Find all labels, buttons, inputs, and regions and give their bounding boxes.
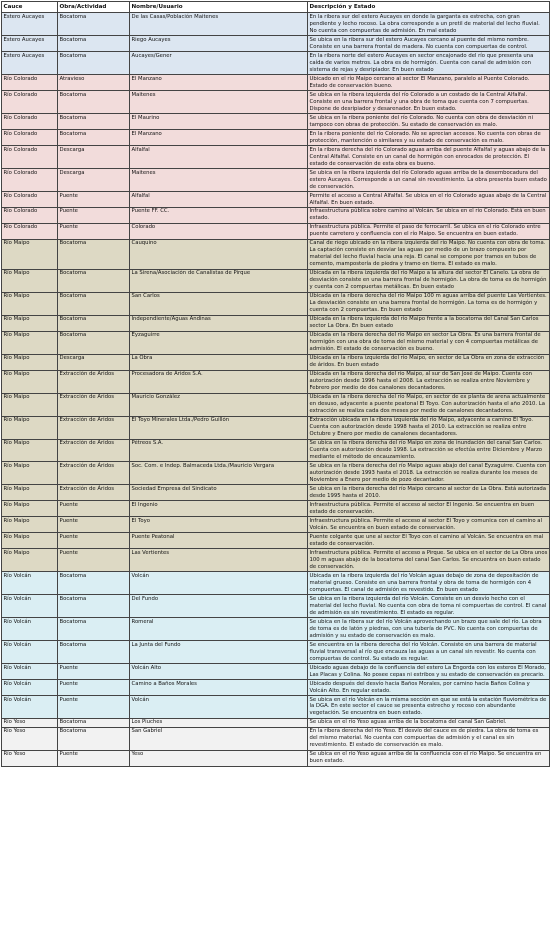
cell-obra: Puente: [58, 696, 130, 719]
cell-cauce: Río Maipo: [2, 269, 58, 292]
cell-obra: Puente: [58, 533, 130, 549]
cell-descripcion: Ubicado en el río Maipo cercano al sector El Manzano, paralelo al Puente Colorado. Estado de conservación bueno.: [308, 75, 550, 91]
cell-cauce: Río Maipo: [2, 239, 58, 269]
cell-descripcion: Se ubica en la ribera derecha del río Maipo en zona de inundación del canal San Carlos. Cuenta con autorización desde 1998. La extracción se efectúa entre Diciembre y Marzo mediante el método de encauzamiento.: [308, 439, 550, 462]
cell-cauce: Río Maipo: [2, 549, 58, 572]
cell-cauce: Río Volcán: [2, 572, 58, 595]
cell-cauce: Río Maipo: [2, 462, 58, 485]
table-row: [2, 439, 550, 462]
cell-nombre: La Obra: [130, 354, 308, 370]
cell-obra: Bocatoma: [58, 269, 130, 292]
table-row: [2, 146, 550, 169]
cell-nombre: Los Piuches: [130, 718, 308, 727]
cell-descripcion: Ubicada en la ribera izquierda del río Maipo a la altura del sector El Canelo. La obra de desviación consiste en una barrera frontal de hormigón. La obra de toma es de hormigón y cuenta con 2 compuertas metálicas. En buen estado: [308, 269, 550, 292]
cell-cauce: Río Maipo: [2, 501, 58, 517]
cell-descripcion: Se ubica en la ribera izquierda del río Colorado aguas arriba de la desembocadura del estero Aucayes. Corresponde a un canal sin revestimiento. La obra presenta buen estado de conservación.: [308, 169, 550, 192]
cell-descripcion: Se ubica en la ribera izquierda del río Volcán. Consiste en un desvío hecho con el material del lecho fluvial. No cuenta con obra de toma ni compuertas de control. El canal de admisión es sin revestimiento. El estado es regular.: [308, 595, 550, 618]
cell-cauce: Río Maipo: [2, 393, 58, 416]
table-row: [2, 485, 550, 501]
cell-descripcion: Ubicada en la ribera derecha del río Maipo en sector La Obra. Es una barrera frontal de hormigón con una obra de toma del mismo material y con 4 compuertas metálicas de admisión. El estado de conservación es bueno.: [308, 331, 550, 354]
cell-obra: Bocatoma: [58, 572, 130, 595]
cell-obra: Bocatoma: [58, 91, 130, 114]
cell-obra: Extracción de Áridos: [58, 393, 130, 416]
cell-cauce: Río Yeso: [2, 727, 58, 750]
table-row: [2, 572, 550, 595]
cell-nombre: Sociedad Empresa del Sindicato: [130, 485, 308, 501]
header-nombre: Nombre/Usuario: [130, 2, 308, 13]
table-row: [2, 618, 550, 641]
cell-obra: Bocatoma: [58, 727, 130, 750]
header-cauce: Cauce: [2, 2, 58, 13]
cell-descripcion: Infraestructura pública. Permite el acceso a Pirque. Se ubica en el sector de La Obra unos 100 m aguas abajo de la bocatoma del canal San Carlos. Se encuentra en buen estado de conservación.: [308, 549, 550, 572]
table-row: [2, 641, 550, 664]
cell-descripcion: Se encuentra en la ribera derecha del río Volcán. Consiste en una barrera de material fluvial transversal al río que encauza las aguas a un canal sin revestir. No cuenta con compuertas de control. Su estado es regular.: [308, 641, 550, 664]
cell-descripcion: Puente colgante que une al sector El Toyo con el camino al Volcán. Se encuentra en mal estado de conservación.: [308, 533, 550, 549]
cell-nombre: Las Vertientes: [130, 549, 308, 572]
cell-cauce: Río Yeso: [2, 718, 58, 727]
cell-obra: Extracción de Áridos: [58, 416, 130, 439]
table-row: [2, 239, 550, 269]
cell-nombre: San Carlos: [130, 292, 308, 315]
cell-obra: Puente: [58, 680, 130, 696]
table-row: [2, 696, 550, 719]
cell-descripcion: En la ribera norte del estero Aucayes en sector encajonado del río que presenta una caída de varios metros. La obra es de hormigón. Cuenta con canal de admisión con sistema de rejas y desripiador. En buen estado: [308, 52, 550, 75]
cell-descripcion: Se ubica en la ribera derecha del río Maipo cercano al sector de La Obra. Está autorizada desde 1995 hasta el 2010.: [308, 485, 550, 501]
cell-cauce: Río Maipo: [2, 292, 58, 315]
cell-cauce: Estero Aucayes: [2, 13, 58, 36]
header-obra: Obra/Actividad: [58, 2, 130, 13]
cell-cauce: Río Maipo: [2, 370, 58, 393]
cell-obra: Extracción de Áridos: [58, 462, 130, 485]
table-row: [2, 664, 550, 680]
cell-obra: Puente: [58, 207, 130, 223]
cell-obra: Descarga: [58, 146, 130, 169]
cell-nombre: Del Fundo: [130, 595, 308, 618]
cell-nombre: Aucayes/Gener: [130, 52, 308, 75]
cell-nombre: El Manzano: [130, 75, 308, 91]
table-row: [2, 36, 550, 52]
cell-nombre: Pétreos S.A.: [130, 439, 308, 462]
cell-descripcion: Ubicada en la ribera derecha del río Maipo 100 m aguas arriba del puente Las Vertientes. La desviación consiste en una barrera frontal de hormigón. La toma es de hormigón y cuenta con 2 compuertas. En buen estado: [308, 292, 550, 315]
cell-cauce: Río Maipo: [2, 439, 58, 462]
cell-obra: Puente: [58, 517, 130, 533]
cell-nombre: Cauquino: [130, 239, 308, 269]
cell-cauce: Río Maipo: [2, 517, 58, 533]
cell-cauce: Río Colorado: [2, 223, 58, 239]
cell-nombre: El Toyo: [130, 517, 308, 533]
table-row: [2, 269, 550, 292]
cell-cauce: Río Maipo: [2, 331, 58, 354]
cell-descripcion: En la ribera derecha del río Yeso. El desvío del cauce es de piedra. La obra de toma es del mismo material. No cuenta con compuertas de admisión y el canal es sin revestimiento. El estado de conservación es malo.: [308, 727, 550, 750]
cell-cauce: Río Colorado: [2, 114, 58, 130]
table-row: [2, 393, 550, 416]
cell-descripcion: Se ubica en el río Yeso aguas arriba de la bocatoma del canal San Gabriel.: [308, 718, 550, 727]
cell-descripcion: Permite el acceso a Central Alfalfal. Se ubica en el río Colorado aguas abajo de la Central Alfalfal. En buen estado.: [308, 192, 550, 208]
cell-obra: Descarga: [58, 354, 130, 370]
cell-nombre: Soc. Com. e Indep. Balmaceda Ltda./Mauricio Vergara: [130, 462, 308, 485]
cell-descripcion: Se ubica en el río Volcán en la misma sección en que se está la estación fluviométrica de la DGA. En este sector el cauce se presenta estrecho y rocoso con abundante vegetación. Se encuentra en buen estado.: [308, 696, 550, 719]
cell-nombre: Alfalfal: [130, 146, 308, 169]
cell-obra: Bocatoma: [58, 641, 130, 664]
table-row: [2, 501, 550, 517]
cell-obra: Bocatoma: [58, 52, 130, 75]
header-descripcion: Descripción y Estado: [308, 2, 550, 13]
cell-descripcion: Ubicada en la ribera izquierda del río Maipo, en sector de La Obra en zona de extracción de áridos. En buen estado: [308, 354, 550, 370]
obras-table: [1, 1, 550, 767]
cell-descripcion: Ubicada en la ribera derecha del río Maipo, al sur de San José de Maipo. Cuenta con autorización desde 1996 hasta el 2008. La extracción se realiza entre Noviembre y Febrero por medio de dos canalones decantadores.: [308, 370, 550, 393]
table-row: [2, 114, 550, 130]
table-row: [2, 680, 550, 696]
cell-descripcion: Ubicada en la ribera izquierda del río Volcán aguas debajo de zona de depositación de material grueso. Consiste en una barrera frontal y obra de toma de hormigón con 4 compuertas. El canal de admisión es revestido. En buen estado: [308, 572, 550, 595]
cell-obra: Bocatoma: [58, 239, 130, 269]
cell-obra: Bocatoma: [58, 130, 130, 146]
cell-nombre: Yeso: [130, 750, 308, 766]
cell-descripcion: Se ubica en la ribera poniente del río Colorado. No cuenta con obra de desviación ni tampoco con obras de protección. Su estado de conservación es malo.: [308, 114, 550, 130]
cell-cauce: Río Maipo: [2, 533, 58, 549]
cell-nombre: Maitenes: [130, 91, 308, 114]
cell-cauce: Río Maipo: [2, 354, 58, 370]
cell-cauce: Río Colorado: [2, 130, 58, 146]
cell-obra: Bocatoma: [58, 595, 130, 618]
cell-descripcion: Ubicado aguas debajo de la confluencia del estero La Engorda con los esteros El Morado, Las Placas y Colina. No posee cepas ni estribos y su estado de conservación es precario.: [308, 664, 550, 680]
cell-cauce: Río Colorado: [2, 169, 58, 192]
cell-cauce: Río Volcán: [2, 696, 58, 719]
cell-cauce: Río Colorado: [2, 207, 58, 223]
cell-obra: Extracción de Áridos: [58, 485, 130, 501]
cell-nombre: Procesadora de Áridos S.A.: [130, 370, 308, 393]
table-row: [2, 595, 550, 618]
cell-nombre: El Toyo Minerales Ltda./Pedro Guillón: [130, 416, 308, 439]
cell-cauce: Río Volcán: [2, 641, 58, 664]
table-row: [2, 354, 550, 370]
cell-obra: Extracción de Áridos: [58, 370, 130, 393]
cell-descripcion: Se ubica en la ribera sur del estero Aucayes cercano al puente del mismo nombre. Consiste en una barrera frontal de madera. No cuenta con compuertas de control.: [308, 36, 550, 52]
cell-descripcion: Infraestructura pública. Permite el acceso al sector El Ingenio. Se encuentra en buen estado de conservación.: [308, 501, 550, 517]
cell-nombre: Puente FF. CC.: [130, 207, 308, 223]
cell-obra: Bocatoma: [58, 331, 130, 354]
table-row: [2, 517, 550, 533]
cell-nombre: Puente Peatonal: [130, 533, 308, 549]
cell-nombre: Eyzaguirre: [130, 331, 308, 354]
cell-obra: Bocatoma: [58, 114, 130, 130]
cell-obra: Bocatoma: [58, 618, 130, 641]
cell-cauce: Río Colorado: [2, 75, 58, 91]
cell-descripcion: En la ribera poniente del río Colorado. No se aprecian accesos. No cuenta con obras de protección, mantención o similares y su estado de conservación es malo.: [308, 130, 550, 146]
cell-descripcion: Ubicada en la ribera derecha del río Maipo, en sector de ex planta de arena actualmente en desuso, adyacente a puente peatonal El Toyo. Con autorización hasta el año 2010. La extracción se realiza cada dos meses por medio de canalones decantadores.: [308, 393, 550, 416]
table-row: [2, 370, 550, 393]
cell-descripcion: Ubicada en la ribera izquierda del río Maipo frente a la bocatoma del Canal San Carlos sector La Obra. En buen estado: [308, 315, 550, 331]
table-row: [2, 331, 550, 354]
cell-obra: Atravieso: [58, 75, 130, 91]
cell-cauce: Río Colorado: [2, 192, 58, 208]
cell-nombre: Camino a Baños Morales: [130, 680, 308, 696]
cell-nombre: Alfalfal: [130, 192, 308, 208]
cell-descripcion: Se ubica en la ribera izquierda del río Colorado a un costado de la Central Alfalfal. Consiste en una barrera frontal y una obra de toma que cuenta con 7 compuertas. Dispone de desripiador y desarenador. En buen estado.: [308, 91, 550, 114]
cell-nombre: El Maurino: [130, 114, 308, 130]
cell-cauce: Río Maipo: [2, 485, 58, 501]
table-row: [2, 91, 550, 114]
cell-descripcion: Se ubica en la ribera sur del río Volcán aprovechando un brazo que sale del río. La obra de toma es de latón y piedras, con una tubería de PVC. No cuenta con compuertas de admisión y su estado de conservación es malo.: [308, 618, 550, 641]
cell-cauce: Río Maipo: [2, 315, 58, 331]
cell-descripcion: Se ubica en la ribera derecha del río Maipo aguas abajo del canal Eyzaguirre. Cuenta con autorización desde 1993 hasta el 2018. La extracción se realiza durante los meses de Noviembre a Enero por medio de pozo decantador.: [308, 462, 550, 485]
cell-obra: Bocatoma: [58, 13, 130, 36]
cell-obra: Extracción de Áridos: [58, 439, 130, 462]
table-row: [2, 13, 550, 36]
cell-obra: Bocatoma: [58, 718, 130, 727]
cell-nombre: Maitenes: [130, 169, 308, 192]
table-row: [2, 750, 550, 766]
cell-obra: Bocatoma: [58, 36, 130, 52]
cell-descripcion: Infraestructura pública sobre camino al Volcán. Se ubica en el río Colorado. Está en buen estado.: [308, 207, 550, 223]
cell-cauce: Estero Aucayes: [2, 52, 58, 75]
cell-descripcion: Extracción ubicada en la ribera izquierda del río Maipo, adyacente a camino El Toyo. Cuenta con autorización desde 1998 hasta el 2010. La extracción se realiza entre Octubre y Enero por medio de canalones decantadores.: [308, 416, 550, 439]
table-body: [2, 13, 550, 766]
cell-obra: Puente: [58, 664, 130, 680]
table-row: [2, 192, 550, 208]
cell-obra: Puente: [58, 192, 130, 208]
cell-descripcion: Infraestructura pública. Permite el paso de ferrocarril. Se ubica en el río Colorado entre puente carretero y confluencia con el río Maipo. Se encuentra en buen estado.: [308, 223, 550, 239]
cell-cauce: Río Volcán: [2, 595, 58, 618]
table-row: [2, 462, 550, 485]
cell-nombre: La Junta del Fundo: [130, 641, 308, 664]
cell-descripcion: Ubicado después del desvío hacia Baños Morales, por camino hacia Baños Colina y Volcán Alto. En regular estado.: [308, 680, 550, 696]
cell-obra: Bocatoma: [58, 315, 130, 331]
cell-nombre: Romeral: [130, 618, 308, 641]
cell-descripcion: En la ribera sur del estero Aucayes en donde la garganta es estrecha, con gran pendiente y lecho rocoso. La obra corresponde a un pretil de material del lecho fluvial. No cuenta con compuertas de admisión. En mal estado: [308, 13, 550, 36]
table-row: [2, 130, 550, 146]
table-row: [2, 416, 550, 439]
table-row: [2, 52, 550, 75]
cell-cauce: Río Colorado: [2, 146, 58, 169]
table-row: [2, 315, 550, 331]
cell-nombre: El Ingenio: [130, 501, 308, 517]
cell-nombre: Volcán: [130, 572, 308, 595]
cell-descripcion: Infraestructura pública. Permite el acceso al sector El Toyo y comunica con el camino al Volcán. Se encuentra en buen estado de conservación.: [308, 517, 550, 533]
cell-nombre: La Sirena/Asociación de Canalistas de Pirque: [130, 269, 308, 292]
cell-cauce: Río Volcán: [2, 680, 58, 696]
cell-nombre: De las Casas/Población Maitenes: [130, 13, 308, 36]
cell-cauce: Río Colorado: [2, 91, 58, 114]
cell-cauce: Río Maipo: [2, 416, 58, 439]
table-row: [2, 727, 550, 750]
table-row: [2, 292, 550, 315]
cell-cauce: Río Volcán: [2, 618, 58, 641]
table-row: [2, 718, 550, 727]
cell-descripcion: Se ubica en el río Yeso aguas arriba de la confluencia con el río Maipo. Se encuentra en buen estado.: [308, 750, 550, 766]
cell-nombre: Volcán: [130, 696, 308, 719]
table-row: [2, 75, 550, 91]
cell-obra: Descarga: [58, 169, 130, 192]
cell-obra: Bocatoma: [58, 292, 130, 315]
cell-obra: Puente: [58, 549, 130, 572]
cell-descripcion: En la ribera derecha del río Colorado aguas arriba del puente Alfalfal y aguas abajo de la Central Alfalfal. Consiste en un canal de hormigón con enrocados de protección. El estado de conservación de esta obra es bueno.: [308, 146, 550, 169]
cell-obra: Puente: [58, 501, 130, 517]
cell-obra: Puente: [58, 223, 130, 239]
table-row: [2, 549, 550, 572]
cell-nombre: San Gabriel: [130, 727, 308, 750]
cell-nombre: Colorado: [130, 223, 308, 239]
cell-nombre: Independiente/Aguas Andinas: [130, 315, 308, 331]
cell-nombre: El Manzano: [130, 130, 308, 146]
cell-cauce: Río Volcán: [2, 664, 58, 680]
cell-descripcion: Canal de riego ubicado en la ribera izquierda del río Maipo. No cuenta con obra de toma. La captación consiste en desviar las aguas por medio de un brazo compuesto por material del lecho fluvial hacia una reja. El canal se compone por tramos en tubos de cemento, mampostería de piedra y tramo en tierra. El estado es malo.: [308, 239, 550, 269]
table-row: [2, 169, 550, 192]
cell-nombre: Volcán Alto: [130, 664, 308, 680]
cell-obra: Puente: [58, 750, 130, 766]
cell-cauce: Río Yeso: [2, 750, 58, 766]
cell-cauce: Estero Aucayes: [2, 36, 58, 52]
table-row: [2, 207, 550, 223]
table-row: [2, 533, 550, 549]
cell-nombre: Mauricio González: [130, 393, 308, 416]
cell-nombre: Riego Aucayes: [130, 36, 308, 52]
header-row: [2, 2, 550, 13]
table-row: [2, 223, 550, 239]
